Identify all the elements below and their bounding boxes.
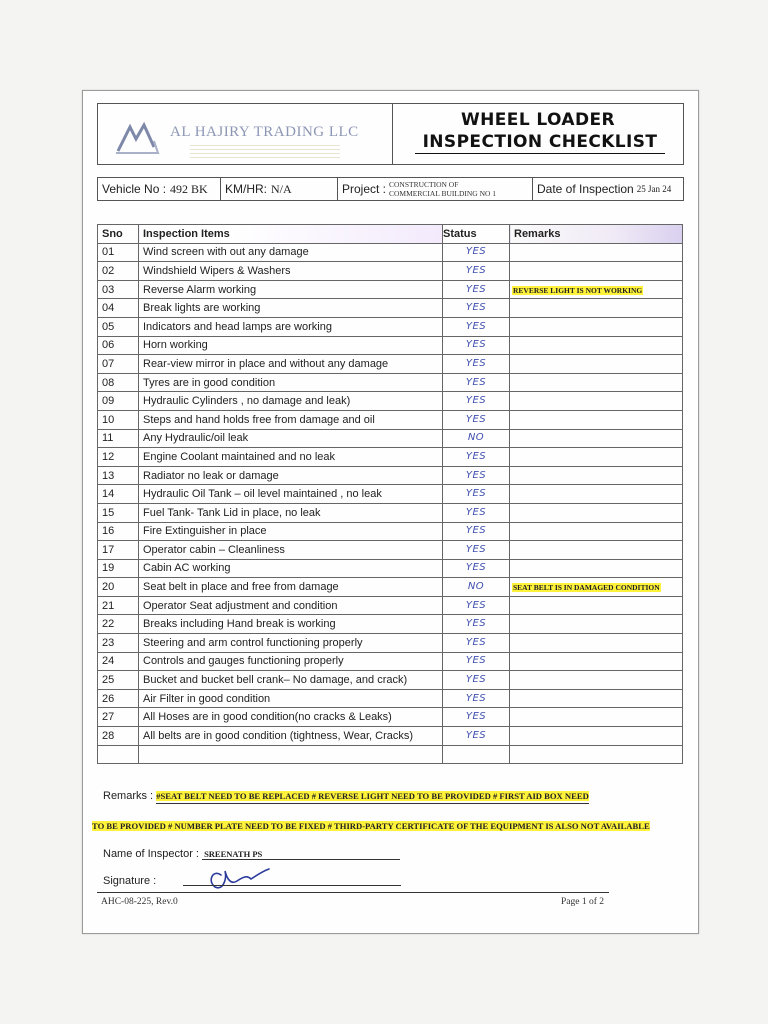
row-status: NO [443, 429, 510, 448]
row-sno: 08 [98, 373, 139, 392]
info-bar [97, 177, 684, 201]
km-label: KM/HR: [225, 182, 267, 196]
row-sno [98, 745, 139, 764]
row-item: Windshield Wipers & Washers [139, 262, 443, 281]
row-status: YES [443, 392, 510, 411]
row-remark [510, 280, 683, 299]
row-item: Wind screen with out any damage [139, 243, 443, 262]
row-status: YES [443, 708, 510, 727]
table-row [98, 317, 683, 336]
row-status: YES [443, 615, 510, 634]
row-item [139, 745, 443, 764]
title-line-2: INSPECTION CHECKLIST [415, 132, 665, 154]
table-row [98, 541, 683, 560]
inspection-table [97, 224, 683, 764]
title-line-1: WHEEL LOADER [461, 110, 615, 130]
table-row [98, 280, 683, 299]
row-remark [510, 317, 683, 336]
row-status: YES [443, 410, 510, 429]
row-remark [510, 522, 683, 541]
vehicle-label: Vehicle No : [102, 182, 167, 196]
table-row [98, 671, 683, 690]
signature-label: Signature : [103, 875, 157, 887]
signature-line [183, 885, 401, 886]
row-status: YES [443, 634, 510, 653]
row-status: YES [443, 317, 510, 336]
table-row [98, 410, 683, 429]
row-sno: 15 [98, 503, 139, 522]
row-sno: 27 [98, 708, 139, 727]
km-value: N/A [271, 181, 292, 196]
row-status: YES [443, 596, 510, 615]
table-row [98, 689, 683, 708]
table-row [98, 262, 683, 281]
row-remark-text: REVERSE LIGHT IS NOT WORKING [513, 285, 643, 295]
header-status: Status [443, 225, 510, 244]
row-sno: 19 [98, 559, 139, 578]
company-logo [98, 104, 393, 164]
row-status: YES [443, 280, 510, 299]
row-item: Horn working [139, 336, 443, 355]
header-sno: Sno [98, 225, 139, 244]
row-remark [510, 596, 683, 615]
company-name: AL HAJIRY TRADING LLC [170, 124, 359, 140]
project-label: Project : [342, 182, 387, 196]
row-item: Steering and arm control functioning properly [139, 634, 443, 653]
header-item: Inspection Items [139, 225, 443, 244]
row-remark [510, 745, 683, 764]
row-item: Controls and gauges functioning properly [139, 652, 443, 671]
row-sno: 13 [98, 466, 139, 485]
page-number: Page 1 of 2 [561, 897, 605, 907]
row-remark [510, 485, 683, 504]
row-sno: 23 [98, 634, 139, 653]
row-item: Reverse Alarm working [139, 280, 443, 299]
row-item: Seat belt in place and free from damage [139, 578, 443, 597]
table-row [98, 336, 683, 355]
row-sno: 20 [98, 578, 139, 597]
row-sno: 11 [98, 429, 139, 448]
row-remark [510, 503, 683, 522]
row-sno: 06 [98, 336, 139, 355]
header [97, 103, 684, 165]
row-item: Indicators and head lamps are working [139, 317, 443, 336]
row-remark [510, 708, 683, 727]
row-status: YES [443, 689, 510, 708]
row-item: Fuel Tank- Tank Lid in place, no leak [139, 503, 443, 522]
table-row [98, 373, 683, 392]
remarks-text-2: TO BE PROVIDED # NUMBER PLATE NEED TO BE FIXED # THIRD-PARTY CERTIFICATE OF THE EQUIPMENT IS ALSO NOT AVAILABLE [92, 821, 650, 831]
row-sno: 04 [98, 299, 139, 318]
km-cell [221, 178, 338, 200]
remarks-label: Remarks : [103, 790, 154, 802]
row-remark [510, 336, 683, 355]
row-sno: 02 [98, 262, 139, 281]
header-remarks: Remarks [510, 225, 683, 244]
footer-rule [97, 892, 609, 893]
row-sno: 22 [98, 615, 139, 634]
table-row [98, 448, 683, 467]
row-status: YES [443, 541, 510, 560]
project-cell [338, 178, 533, 200]
row-status: YES [443, 671, 510, 690]
row-remark [510, 448, 683, 467]
row-item: Steps and hand holds free from damage and oil [139, 410, 443, 429]
project-value [389, 180, 496, 198]
inspector-row [103, 848, 400, 860]
row-remark [510, 299, 683, 318]
row-item: Operator cabin – Cleanliness [139, 541, 443, 560]
table-row [98, 392, 683, 411]
table-row [98, 559, 683, 578]
row-item: Fire Extinguisher in place [139, 522, 443, 541]
row-status [443, 745, 510, 764]
table-row [98, 596, 683, 615]
table-row [98, 578, 683, 597]
row-status: YES [443, 652, 510, 671]
row-remark [510, 689, 683, 708]
table-row [98, 727, 683, 746]
table-row [98, 615, 683, 634]
table-row [98, 299, 683, 318]
row-remark [510, 652, 683, 671]
row-item: Any Hydraulic/oil leak [139, 429, 443, 448]
row-item: Breaks including Hand break is working [139, 615, 443, 634]
row-item: Air Filter in good condition [139, 689, 443, 708]
row-sno: 28 [98, 727, 139, 746]
company-address-lines [190, 145, 340, 161]
row-remark [510, 262, 683, 281]
table-row [98, 243, 683, 262]
row-item: Cabin AC working [139, 559, 443, 578]
date-cell [533, 178, 683, 200]
row-sno: 25 [98, 671, 139, 690]
row-item: Tyres are in good condition [139, 373, 443, 392]
row-remark [510, 410, 683, 429]
inspector-name: SREENATH PS [202, 849, 400, 860]
row-sno: 12 [98, 448, 139, 467]
row-item: Rear-view mirror in place and without any damage [139, 355, 443, 374]
row-sno: 05 [98, 317, 139, 336]
row-status: YES [443, 355, 510, 374]
date-value: 25 Jan 24 [636, 184, 672, 194]
row-item: All Hoses are in good condition(no cracks & Leaks) [139, 708, 443, 727]
row-item: Operator Seat adjustment and condition [139, 596, 443, 615]
form-code: AHC-08-225, Rev.0 [101, 897, 178, 907]
row-sno: 09 [98, 392, 139, 411]
row-sno: 21 [98, 596, 139, 615]
row-item: Engine Coolant maintained and no leak [139, 448, 443, 467]
remarks-text-1: #SEAT BELT NEED TO BE REPLACED # REVERSE LIGHT NEED TO BE PROVIDED # FIRST AID BOX NEED [156, 791, 589, 801]
project-value-line1: CONSTRUCTION OF [389, 180, 459, 189]
row-item: Hydraulic Oil Tank – oil level maintained , no leak [139, 485, 443, 504]
row-sno: 16 [98, 522, 139, 541]
project-value-line2: COMMERCIAL BUILDING NO 1 [389, 189, 497, 198]
row-status: YES [443, 299, 510, 318]
remarks-line-1 [103, 790, 589, 802]
company-logo-mark [114, 117, 160, 157]
row-item: Bucket and bucket bell crank– No damage, and crack) [139, 671, 443, 690]
row-sno: 01 [98, 243, 139, 262]
row-sno: 10 [98, 410, 139, 429]
row-sno: 26 [98, 689, 139, 708]
row-remark [510, 466, 683, 485]
row-sno: 17 [98, 541, 139, 560]
row-status: YES [443, 559, 510, 578]
row-remark [510, 615, 683, 634]
row-item: Break lights are working [139, 299, 443, 318]
row-status: YES [443, 727, 510, 746]
table-header-row [98, 225, 683, 244]
checklist-page [82, 90, 699, 934]
row-remark-text: SEAT BELT IS IN DAMAGED CONDITION [513, 583, 660, 593]
row-remark [510, 634, 683, 653]
row-remark [510, 373, 683, 392]
row-status: YES [443, 243, 510, 262]
table-row [98, 466, 683, 485]
signature-mark [203, 861, 273, 891]
table-row [98, 652, 683, 671]
row-status: YES [443, 336, 510, 355]
row-item: Hydraulic Cylinders , no damage and leak) [139, 392, 443, 411]
table-row [98, 634, 683, 653]
row-remark [510, 429, 683, 448]
row-item: All belts are in good condition (tightness, Wear, Cracks) [139, 727, 443, 746]
remarks-line-2 [92, 820, 650, 832]
row-sno: 07 [98, 355, 139, 374]
table-row [98, 355, 683, 374]
row-status: NO [443, 578, 510, 597]
row-sno: 24 [98, 652, 139, 671]
row-remark [510, 355, 683, 374]
table-row [98, 429, 683, 448]
table-row [98, 485, 683, 504]
row-item: Radiator no leak or damage [139, 466, 443, 485]
document-title [393, 104, 683, 164]
vehicle-value: 492 BK [170, 181, 208, 196]
date-label: Date of Inspection [537, 182, 634, 196]
vehicle-cell [98, 178, 221, 200]
table-row [98, 745, 683, 764]
row-remark [510, 541, 683, 560]
row-remark [510, 559, 683, 578]
inspector-label: Name of Inspector : [103, 848, 199, 860]
row-remark [510, 578, 683, 597]
table-row [98, 708, 683, 727]
row-remark [510, 671, 683, 690]
row-status: YES [443, 503, 510, 522]
row-status: YES [443, 466, 510, 485]
table-row [98, 503, 683, 522]
row-sno: 14 [98, 485, 139, 504]
row-remark [510, 243, 683, 262]
row-status: YES [443, 522, 510, 541]
row-sno: 03 [98, 280, 139, 299]
row-remark [510, 392, 683, 411]
table-row [98, 522, 683, 541]
row-status: YES [443, 485, 510, 504]
row-status: YES [443, 373, 510, 392]
row-status: YES [443, 448, 510, 467]
row-remark [510, 727, 683, 746]
row-status: YES [443, 262, 510, 281]
